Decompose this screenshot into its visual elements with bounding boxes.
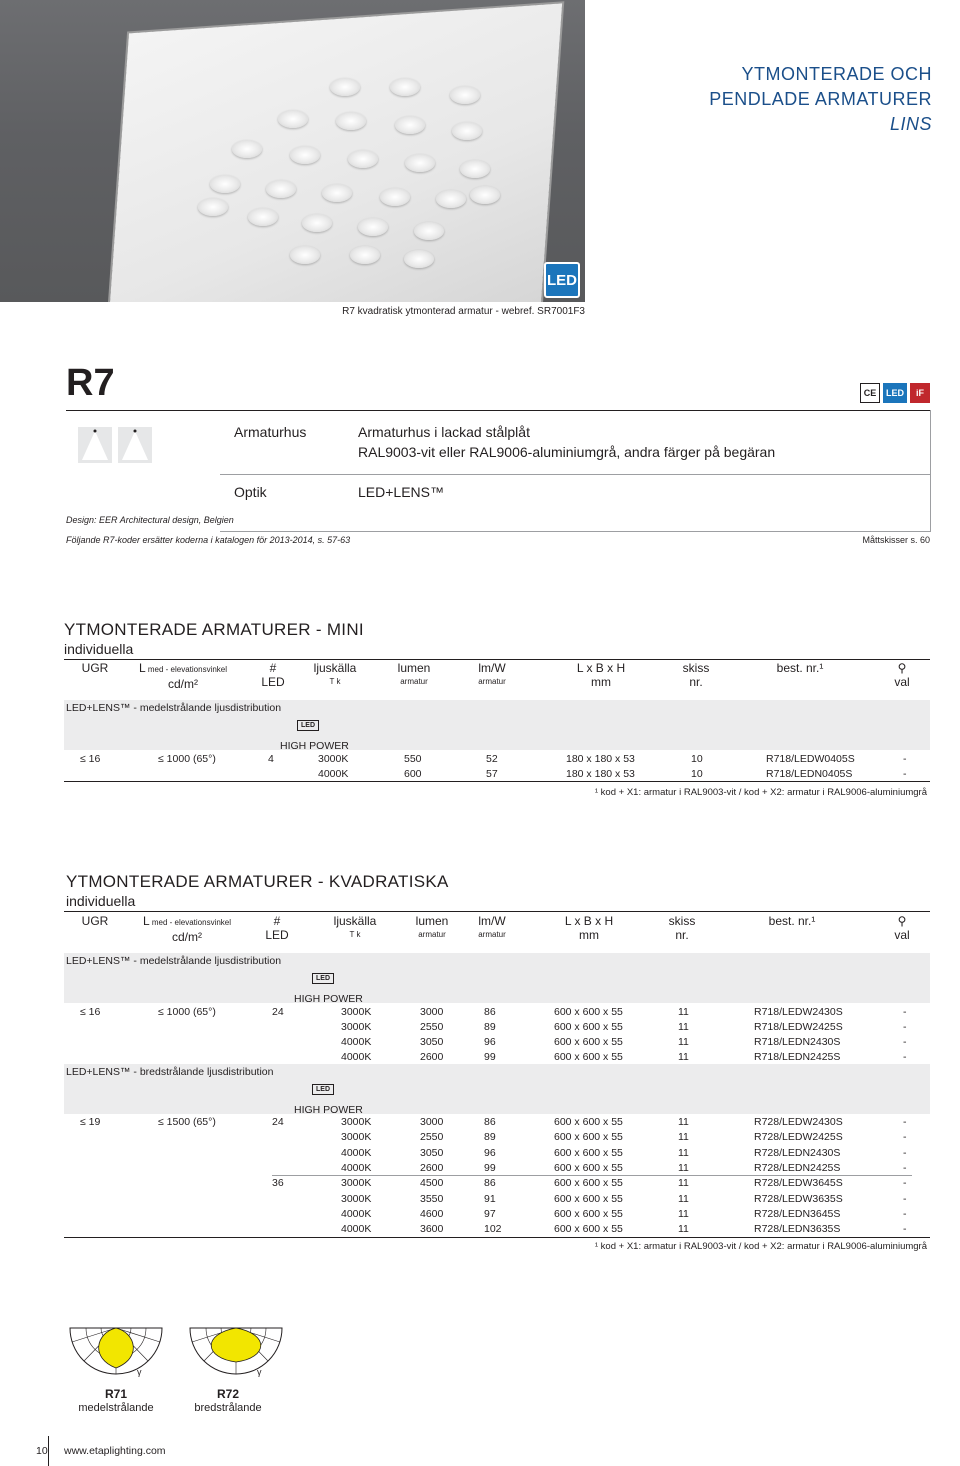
row-dimensions: 600 x 600 x 55 — [554, 1051, 623, 1063]
header-luminance: L med - elevationsvinkel cd/m² — [142, 914, 232, 944]
header-luminance: L med - elevationsvinkel cd/m² — [138, 661, 228, 691]
row-sketch: 10 — [691, 768, 703, 780]
row-light-source: 4000K — [318, 768, 349, 780]
led-mark-icon: LED — [883, 383, 907, 403]
row-order-code: R728/LEDW2430S — [754, 1116, 843, 1128]
led-tag-icon: LED — [312, 973, 334, 984]
row-efficacy: 57 — [486, 768, 498, 780]
lens-dot — [404, 250, 434, 268]
kvadr-g1-led-count: 24 — [272, 1006, 284, 1018]
kvadr-footnote: ¹ kod + X1: armatur i RAL9003-vit / kod + X2: armatur i RAL9006-aluminiumgrå — [594, 1241, 927, 1252]
row-dimensions: 600 x 600 x 55 — [554, 1223, 623, 1236]
row-order-code: R718/LEDW0405S — [766, 753, 855, 765]
row-light-source: 4000K — [341, 1036, 372, 1048]
page-heading — [709, 62, 932, 137]
row-order-code: R718/LEDN0405S — [766, 768, 853, 780]
row-option: - — [903, 1021, 907, 1033]
row-sketch: 11 — [678, 1021, 689, 1033]
lens-dot — [350, 246, 380, 264]
lens-dot — [322, 184, 352, 202]
row-sketch: 11 — [678, 1223, 689, 1236]
high-power-label: HIGH POWER — [294, 993, 363, 1005]
row-light-source: 4000K — [341, 1146, 372, 1159]
pendant-mount-icon — [118, 427, 152, 463]
row-order-code: R728/LEDN2430S — [754, 1146, 841, 1159]
header-option: ⚲ val — [894, 914, 910, 942]
diagram-name-r71: R71 — [104, 1387, 127, 1401]
led-tag-icon: LED — [297, 720, 319, 731]
photo-caption: R7 kvadratisk ytmonterad armatur - webref. SR7001F3 — [342, 306, 585, 317]
lens-dot — [336, 112, 366, 130]
gamma-label-r72: γ — [257, 1367, 262, 1377]
lens-dot — [380, 188, 410, 206]
header-led-count: # LED — [261, 661, 285, 689]
row-sketch: 11 — [678, 1006, 689, 1018]
diagram-name-r72: R72 — [216, 1387, 239, 1401]
housing-label: Armaturhus — [234, 424, 307, 440]
header-sketch: skiss nr. — [668, 914, 696, 942]
kvadr-g1-luminance: ≤ 1000 (65°) — [158, 1006, 216, 1018]
kvadr-g1-ugr: ≤ 16 — [80, 1006, 101, 1018]
row-light-source: 3000K — [341, 1021, 372, 1033]
row-light-source: 3000K — [341, 1131, 372, 1144]
housing-text-1: Armaturhus i lackad stålplåt — [358, 424, 530, 440]
header-lumen: lumen armatur — [397, 661, 431, 686]
measure-note: Måttskisser s. 60 — [862, 535, 930, 545]
footer-url[interactable]: www.etaplighting.com — [64, 1445, 166, 1457]
row-sketch: 11 — [678, 1177, 689, 1190]
led-badge-icon: LED — [544, 262, 580, 298]
row-efficacy: 89 — [484, 1131, 496, 1144]
row-lumen: 2550 — [420, 1131, 444, 1144]
lens-dot — [198, 198, 228, 216]
row-lumen: 550 — [404, 753, 422, 765]
high-power-label: HIGH POWER — [294, 1104, 363, 1116]
mini-section-subtitle: individuella — [64, 641, 134, 657]
code-note: Följande R7-koder ersätter koderna i katalogen för 2013-2014, s. 57-63 — [66, 535, 351, 545]
luminaire-panel — [108, 3, 562, 302]
row-option: - — [903, 1051, 907, 1063]
lens-dot — [248, 208, 278, 226]
row-efficacy: 99 — [484, 1161, 496, 1174]
row-lumen: 3000 — [420, 1006, 444, 1018]
led-tag-icon: LED — [312, 1084, 334, 1095]
divider — [64, 911, 930, 912]
lens-dot — [290, 246, 320, 264]
row-lumen: 3000 — [420, 1116, 444, 1128]
product-photo — [0, 0, 585, 302]
high-power-label: HIGH POWER — [280, 740, 349, 752]
row-dimensions: 600 x 600 x 55 — [554, 1036, 623, 1048]
row-option: - — [903, 1116, 907, 1128]
heading-line-1: YTMONTERADE OCH — [741, 64, 932, 84]
row-sketch: 11 — [678, 1116, 689, 1128]
header-sketch: skiss nr. — [682, 661, 710, 689]
header-dimensions: L x B x H mm — [564, 914, 614, 942]
lens-dot — [358, 218, 388, 236]
row-option: - — [903, 1207, 907, 1220]
row-dimensions: 600 x 600 x 55 — [554, 1207, 623, 1220]
optics-text: LED+LENS™ — [358, 484, 444, 500]
heading-line-2: PENDLADE ARMATURER — [709, 89, 932, 109]
row-option: - — [903, 768, 907, 780]
row-order-code: R728/LEDN3635S — [754, 1223, 841, 1236]
row-option: - — [903, 1223, 907, 1236]
row-dimensions: 600 x 600 x 55 — [554, 1006, 623, 1018]
row-lumen: 3600 — [420, 1223, 444, 1236]
row-efficacy: 99 — [484, 1051, 496, 1063]
heading-line-3: LINS — [889, 114, 932, 134]
divider — [220, 531, 930, 532]
lens-dot — [302, 214, 332, 232]
row-sketch: 10 — [691, 753, 703, 765]
lens-dot — [348, 150, 378, 168]
lens-dot — [290, 146, 320, 164]
row-efficacy: 89 — [484, 1021, 496, 1033]
kvadr-section-subtitle: individuella — [66, 893, 136, 909]
kvadr-g2-ugr: ≤ 19 — [80, 1116, 101, 1128]
row-order-code: R718/LEDW2425S — [754, 1021, 843, 1033]
design-note: Design: EER Architectural design, Belgien — [66, 515, 234, 525]
mini-ugr: ≤ 16 — [80, 753, 101, 765]
ce-mark-icon: CE — [860, 383, 880, 403]
row-efficacy: 86 — [484, 1006, 496, 1018]
row-dimensions: 600 x 600 x 55 — [554, 1192, 623, 1205]
row-sketch: 11 — [678, 1036, 689, 1048]
kvadr-g2-led-count-a: 24 — [272, 1116, 284, 1128]
optics-label: Optik — [234, 484, 267, 500]
divider — [64, 659, 930, 660]
row-dimensions: 600 x 600 x 55 — [554, 1177, 623, 1190]
row-efficacy: 102 — [484, 1223, 502, 1236]
header-lumen: lumen armatur — [415, 914, 449, 939]
divider — [64, 781, 930, 782]
footer-divider — [48, 1436, 49, 1466]
lens-dot — [210, 175, 240, 193]
row-lumen: 2550 — [420, 1021, 444, 1033]
row-option: - — [903, 1192, 907, 1205]
header-light-source: ljuskälla T k — [333, 914, 377, 939]
row-option: - — [903, 1177, 907, 1190]
lens-dot — [232, 140, 262, 158]
row-sketch: 11 — [678, 1146, 689, 1159]
mini-led-count: 4 — [268, 753, 274, 765]
row-option: - — [903, 1161, 907, 1174]
row-order-code: R718/LEDW2430S — [754, 1006, 843, 1018]
lens-dot — [405, 154, 435, 172]
row-dimensions: 180 x 180 x 53 — [566, 753, 635, 765]
row-dimensions: 600 x 600 x 55 — [554, 1116, 623, 1128]
row-order-code: R728/LEDN2425S — [754, 1161, 841, 1174]
header-ugr: UGR — [81, 661, 109, 675]
header-led-count: # LED — [265, 914, 289, 942]
surface-mount-icon — [78, 427, 112, 463]
divider — [930, 410, 931, 532]
row-order-code: R728/LEDW3645S — [754, 1177, 843, 1190]
lens-dot — [395, 116, 425, 134]
lens-dot — [470, 186, 500, 204]
row-dimensions: 600 x 600 x 55 — [554, 1146, 623, 1159]
lens-dot — [278, 110, 308, 128]
row-light-source: 3000K — [341, 1192, 372, 1205]
mini-luminance: ≤ 1000 (65°) — [158, 753, 216, 765]
row-light-source: 4000K — [341, 1207, 372, 1220]
row-sketch: 11 — [678, 1161, 689, 1174]
lens-dot — [414, 222, 444, 240]
polar-diagram-r72 — [190, 1328, 282, 1374]
product-name: R7 — [66, 362, 115, 404]
polar-diagram-r71 — [70, 1328, 162, 1374]
row-lumen: 600 — [404, 768, 422, 780]
row-option: - — [903, 1146, 907, 1159]
diagram-desc-r71: medelstrålande — [78, 1402, 154, 1414]
row-efficacy: 86 — [484, 1177, 496, 1190]
divider — [64, 1237, 930, 1238]
certification-marks — [860, 383, 930, 403]
row-option: - — [903, 753, 907, 765]
header-dimensions: L x B x H mm — [576, 661, 626, 689]
row-dimensions: 600 x 600 x 55 — [554, 1131, 623, 1144]
row-sketch: 11 — [678, 1192, 689, 1205]
mini-group-label: LED+LENS™ - medelstrålande ljusdistribution — [66, 702, 282, 714]
lens-dot — [330, 78, 360, 96]
row-lumen: 4600 — [420, 1207, 444, 1220]
lens-dot — [460, 160, 490, 178]
row-efficacy: 96 — [484, 1146, 496, 1159]
mini-footnote: ¹ kod + X1: armatur i RAL9003-vit / kod + X2: armatur i RAL9006-aluminiumgrå — [594, 787, 927, 798]
kvadr-section-title: YTMONTERADE ARMATURER - KVADRATISKA — [66, 872, 449, 891]
row-order-code: R718/LEDN2425S — [754, 1051, 841, 1063]
header-order-code: best. nr.¹ — [768, 914, 816, 928]
row-lumen: 3550 — [420, 1192, 444, 1205]
row-option: - — [903, 1036, 907, 1048]
row-efficacy: 52 — [486, 753, 498, 765]
gamma-label-r71: γ — [137, 1367, 142, 1377]
page-number: 10 — [36, 1445, 48, 1457]
row-efficacy: 97 — [484, 1207, 496, 1220]
header-efficacy: lm/W armatur — [478, 914, 506, 939]
row-light-source: 4000K — [341, 1223, 372, 1236]
divider — [66, 410, 930, 411]
row-sketch: 11 — [678, 1131, 689, 1144]
lens-dot — [266, 180, 296, 198]
header-order-code: best. nr.¹ — [776, 661, 824, 675]
row-light-source: 4000K — [341, 1161, 372, 1174]
row-efficacy: 96 — [484, 1036, 496, 1048]
housing-text-2: RAL9003-vit eller RAL9006-aluminiumgrå, andra färger på begäran — [358, 444, 776, 460]
mini-section-title: YTMONTERADE ARMATURER - MINI — [64, 620, 364, 639]
row-lumen: 4500 — [420, 1177, 444, 1190]
row-light-source: 4000K — [341, 1051, 372, 1063]
if-award-icon: iF — [910, 383, 930, 403]
divider — [220, 474, 930, 475]
row-order-code: R728/LEDW2425S — [754, 1131, 843, 1144]
row-option: - — [903, 1006, 907, 1018]
row-lumen: 2600 — [420, 1161, 444, 1174]
row-sketch: 11 — [678, 1051, 689, 1063]
lens-dot — [452, 122, 482, 140]
row-order-code: R728/LEDN3645S — [754, 1207, 841, 1220]
lens-dot — [390, 78, 420, 96]
row-option: - — [903, 1131, 907, 1144]
kvadr-group1-label: LED+LENS™ - medelstrålande ljusdistribution — [66, 955, 282, 967]
row-order-code: R728/LEDW3635S — [754, 1192, 843, 1205]
header-ugr: UGR — [81, 914, 109, 928]
header-efficacy: lm/W armatur — [478, 661, 506, 686]
divider — [272, 1175, 912, 1176]
kvadr-group2-label: LED+LENS™ - bredstrålande ljusdistribution — [66, 1066, 274, 1078]
row-dimensions: 180 x 180 x 53 — [566, 768, 635, 780]
kvadr-g2-led-count-b: 36 — [272, 1177, 284, 1189]
diagram-desc-r72: bredstrålande — [194, 1402, 262, 1414]
row-lumen: 3050 — [420, 1036, 444, 1048]
lens-dot — [436, 190, 466, 208]
row-sketch: 11 — [678, 1207, 689, 1220]
row-efficacy: 91 — [484, 1192, 496, 1205]
row-light-source: 3000K — [318, 753, 349, 765]
lens-dot — [450, 86, 480, 104]
kvadr-g2-luminance: ≤ 1500 (65°) — [158, 1116, 216, 1128]
row-light-source: 3000K — [341, 1006, 372, 1018]
row-lumen: 3050 — [420, 1146, 444, 1159]
row-order-code: R718/LEDN2430S — [754, 1036, 841, 1048]
row-lumen: 2600 — [420, 1051, 444, 1063]
row-dimensions: 600 x 600 x 55 — [554, 1021, 623, 1033]
row-dimensions: 600 x 600 x 55 — [554, 1161, 623, 1174]
row-light-source: 3000K — [341, 1116, 372, 1128]
header-option: ⚲ val — [894, 661, 910, 689]
header-light-source: ljuskälla T k — [313, 661, 357, 686]
row-light-source: 3000K — [341, 1177, 372, 1190]
row-efficacy: 86 — [484, 1116, 496, 1128]
